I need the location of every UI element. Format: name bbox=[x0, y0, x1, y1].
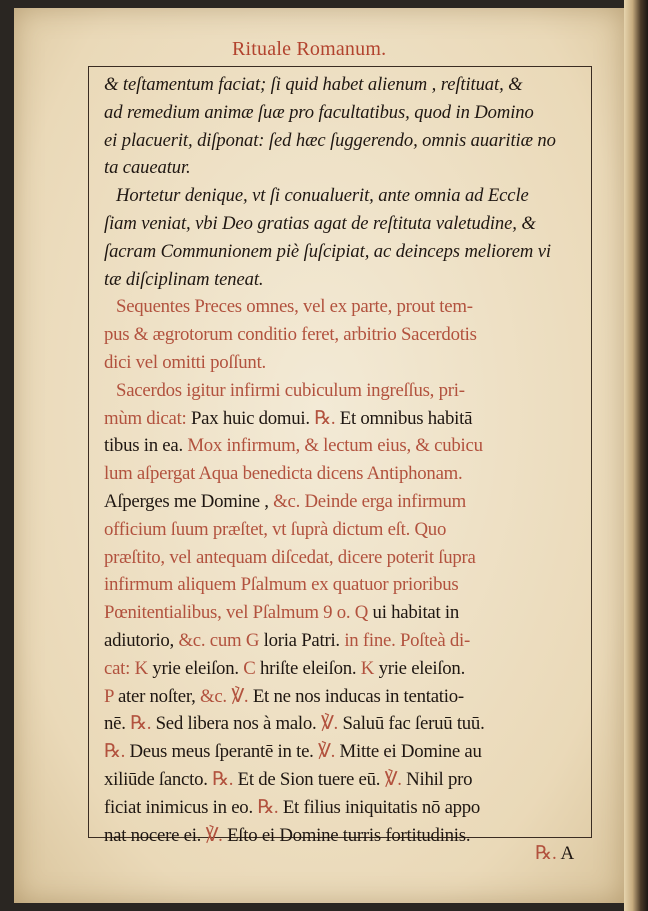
rubric-segment: K bbox=[360, 657, 375, 679]
text-segment: ui habitat in bbox=[368, 602, 460, 624]
text-segment: Aſperges me Domine , bbox=[104, 490, 274, 512]
text-line: Hortetur denique, vt ſi conualuerit, ante omnia ad Eccle bbox=[116, 185, 529, 207]
prayer-line bbox=[104, 766, 590, 794]
rubric-segment: &c. cum bbox=[178, 629, 246, 651]
text-segment: Eſto ei Domine turris fortitudinis. bbox=[227, 824, 471, 846]
response-mark: ℞. bbox=[535, 843, 557, 864]
prayer-line bbox=[104, 516, 590, 544]
page-footer bbox=[535, 842, 574, 865]
rubric-line: Sequentes Preces omnes, vel ex parte, prout tem- bbox=[116, 296, 473, 318]
text-segment: Et ne nos inducas in tentatio- bbox=[252, 685, 464, 707]
rubric-segment: Mox infirmum, & lectum eius, & cubicu bbox=[187, 435, 483, 457]
running-title: Rituale Romanum. bbox=[232, 38, 387, 60]
rubric-segment: cat: bbox=[104, 657, 135, 679]
prayer-line bbox=[104, 544, 590, 572]
rubric-segment: ℞. bbox=[314, 407, 340, 429]
prayer-line bbox=[104, 599, 590, 627]
rubric-segment: ℞. bbox=[212, 768, 238, 790]
prayer-line bbox=[104, 822, 590, 850]
text-segment: xiliūde ſancto. bbox=[104, 768, 213, 790]
rubric-segment: Sacerdos igitur infirmi cubiculum ingreſſus, pri- bbox=[116, 379, 465, 401]
text-segment: adiutorio, bbox=[104, 629, 179, 651]
prayer-line bbox=[104, 571, 590, 599]
text-segment: Saluū fac ſeruū tuū. bbox=[342, 713, 485, 735]
rubric-segment: &c. Deinde erga infirmum bbox=[273, 490, 467, 512]
text-segment: nē. bbox=[104, 713, 131, 735]
rubric-segment: &c. ℣. bbox=[199, 685, 253, 707]
rubric-segment: G bbox=[245, 629, 260, 651]
prayer-line bbox=[104, 683, 590, 711]
text-segment: Mitte ei Domine au bbox=[339, 741, 482, 763]
rubric-segment: mùm dicat: bbox=[104, 407, 191, 429]
book-spine-gutter bbox=[624, 0, 648, 911]
rubric-segment: ℣. bbox=[384, 768, 407, 790]
rubric-segment: officium ſuum præſtet, vt ſuprà dictum eſt. Quo bbox=[104, 518, 447, 540]
prayer-line bbox=[104, 627, 590, 655]
text-line: ta caueatur. bbox=[104, 157, 191, 179]
text-line: ad remedium animæ ſuæ pro facultatibus, quod in Domino bbox=[104, 101, 534, 123]
text-segment: nat nocere ei. bbox=[104, 824, 206, 846]
prayer-line bbox=[104, 710, 590, 738]
rubric-segment: ℣. bbox=[320, 713, 343, 735]
prayer-line bbox=[104, 460, 590, 488]
text-segment: Et filius iniquitatis nō appo bbox=[282, 796, 481, 818]
text-line: & teſtamentum faciat; ſi quid habet alienum , reſtituat, & bbox=[104, 74, 523, 95]
text-segment: Pax huic domui. bbox=[190, 407, 315, 429]
text-segment: Sed libera nos à malo. bbox=[155, 713, 321, 735]
text-segment: loria Patri. bbox=[259, 629, 345, 651]
text-line: tæ diſciplinam teneat. bbox=[104, 268, 264, 290]
prayer-line bbox=[104, 794, 590, 822]
text-segment: Et omnibus habitā bbox=[339, 407, 473, 429]
text-segment: tibus in ea. bbox=[104, 435, 188, 457]
text-column bbox=[104, 71, 590, 849]
prayer-block bbox=[104, 377, 590, 850]
text-line: ei placuerit, diſponat: ſed hæc ſuggerendo, omnis auaritiæ no bbox=[104, 129, 556, 151]
rubric-segment: lum aſpergat Aqua benedicta dicens Antiphonam. bbox=[104, 463, 463, 485]
prayer-line bbox=[104, 377, 590, 405]
rubric-segment: ℞. bbox=[104, 741, 130, 763]
rubric-segment: K bbox=[134, 657, 148, 679]
rubric-segment: P bbox=[104, 685, 114, 707]
rubric-line: dici vel omitti poſſunt. bbox=[104, 351, 266, 373]
text-segment: yrie eleiſon. bbox=[147, 657, 244, 679]
text-segment: yrie eleiſon. bbox=[374, 657, 466, 679]
text-line: ſacram Communionem piè ſuſcipiat, ac deinceps meliorem vi bbox=[104, 240, 551, 262]
text-segment: hriſte eleiſon. bbox=[255, 657, 361, 679]
rubric-segment: C bbox=[243, 657, 256, 679]
rubric-segment: ℣. bbox=[205, 824, 228, 846]
prayer-line bbox=[104, 432, 590, 460]
rubric-line: pus & ægrotorum conditio feret, arbitrio Sacerdotis bbox=[104, 324, 477, 346]
text-line: ſiam veniat, vbi Deo gratias agat de reſtituta valetudine, & bbox=[104, 212, 536, 234]
rubric-segment: ℣. bbox=[318, 741, 340, 763]
signature-mark: A bbox=[560, 843, 575, 864]
rubric-segment: ℞. bbox=[130, 713, 156, 735]
text-segment: Et de Sion tuere eū. bbox=[237, 768, 385, 790]
prayer-line bbox=[104, 655, 590, 683]
text-segment: ficiat inimicus in eo. bbox=[104, 796, 258, 818]
prayer-line bbox=[104, 405, 590, 433]
text-segment: Nihil pro bbox=[406, 768, 473, 790]
prayer-line bbox=[104, 738, 590, 766]
rubric-segment: præſtito, vel antequam diſcedat, dicere poterit ſupra bbox=[104, 546, 476, 568]
text-segment: Deus meus ſperantē in te. bbox=[129, 741, 319, 763]
rubric-segment: ℞. bbox=[257, 796, 283, 818]
rubric-segment: in fine. Poſteà di- bbox=[344, 629, 470, 651]
prayer-line bbox=[104, 488, 590, 516]
rubric-segment: Q bbox=[354, 602, 369, 624]
text-segment: ater noſter, bbox=[113, 685, 200, 707]
rubric-segment: Pœnitentialibus, vel Pſalmum 9 o. bbox=[104, 602, 355, 624]
rubric-segment: infirmum aliquem Pſalmum ex quatuor prioribus bbox=[104, 574, 459, 596]
